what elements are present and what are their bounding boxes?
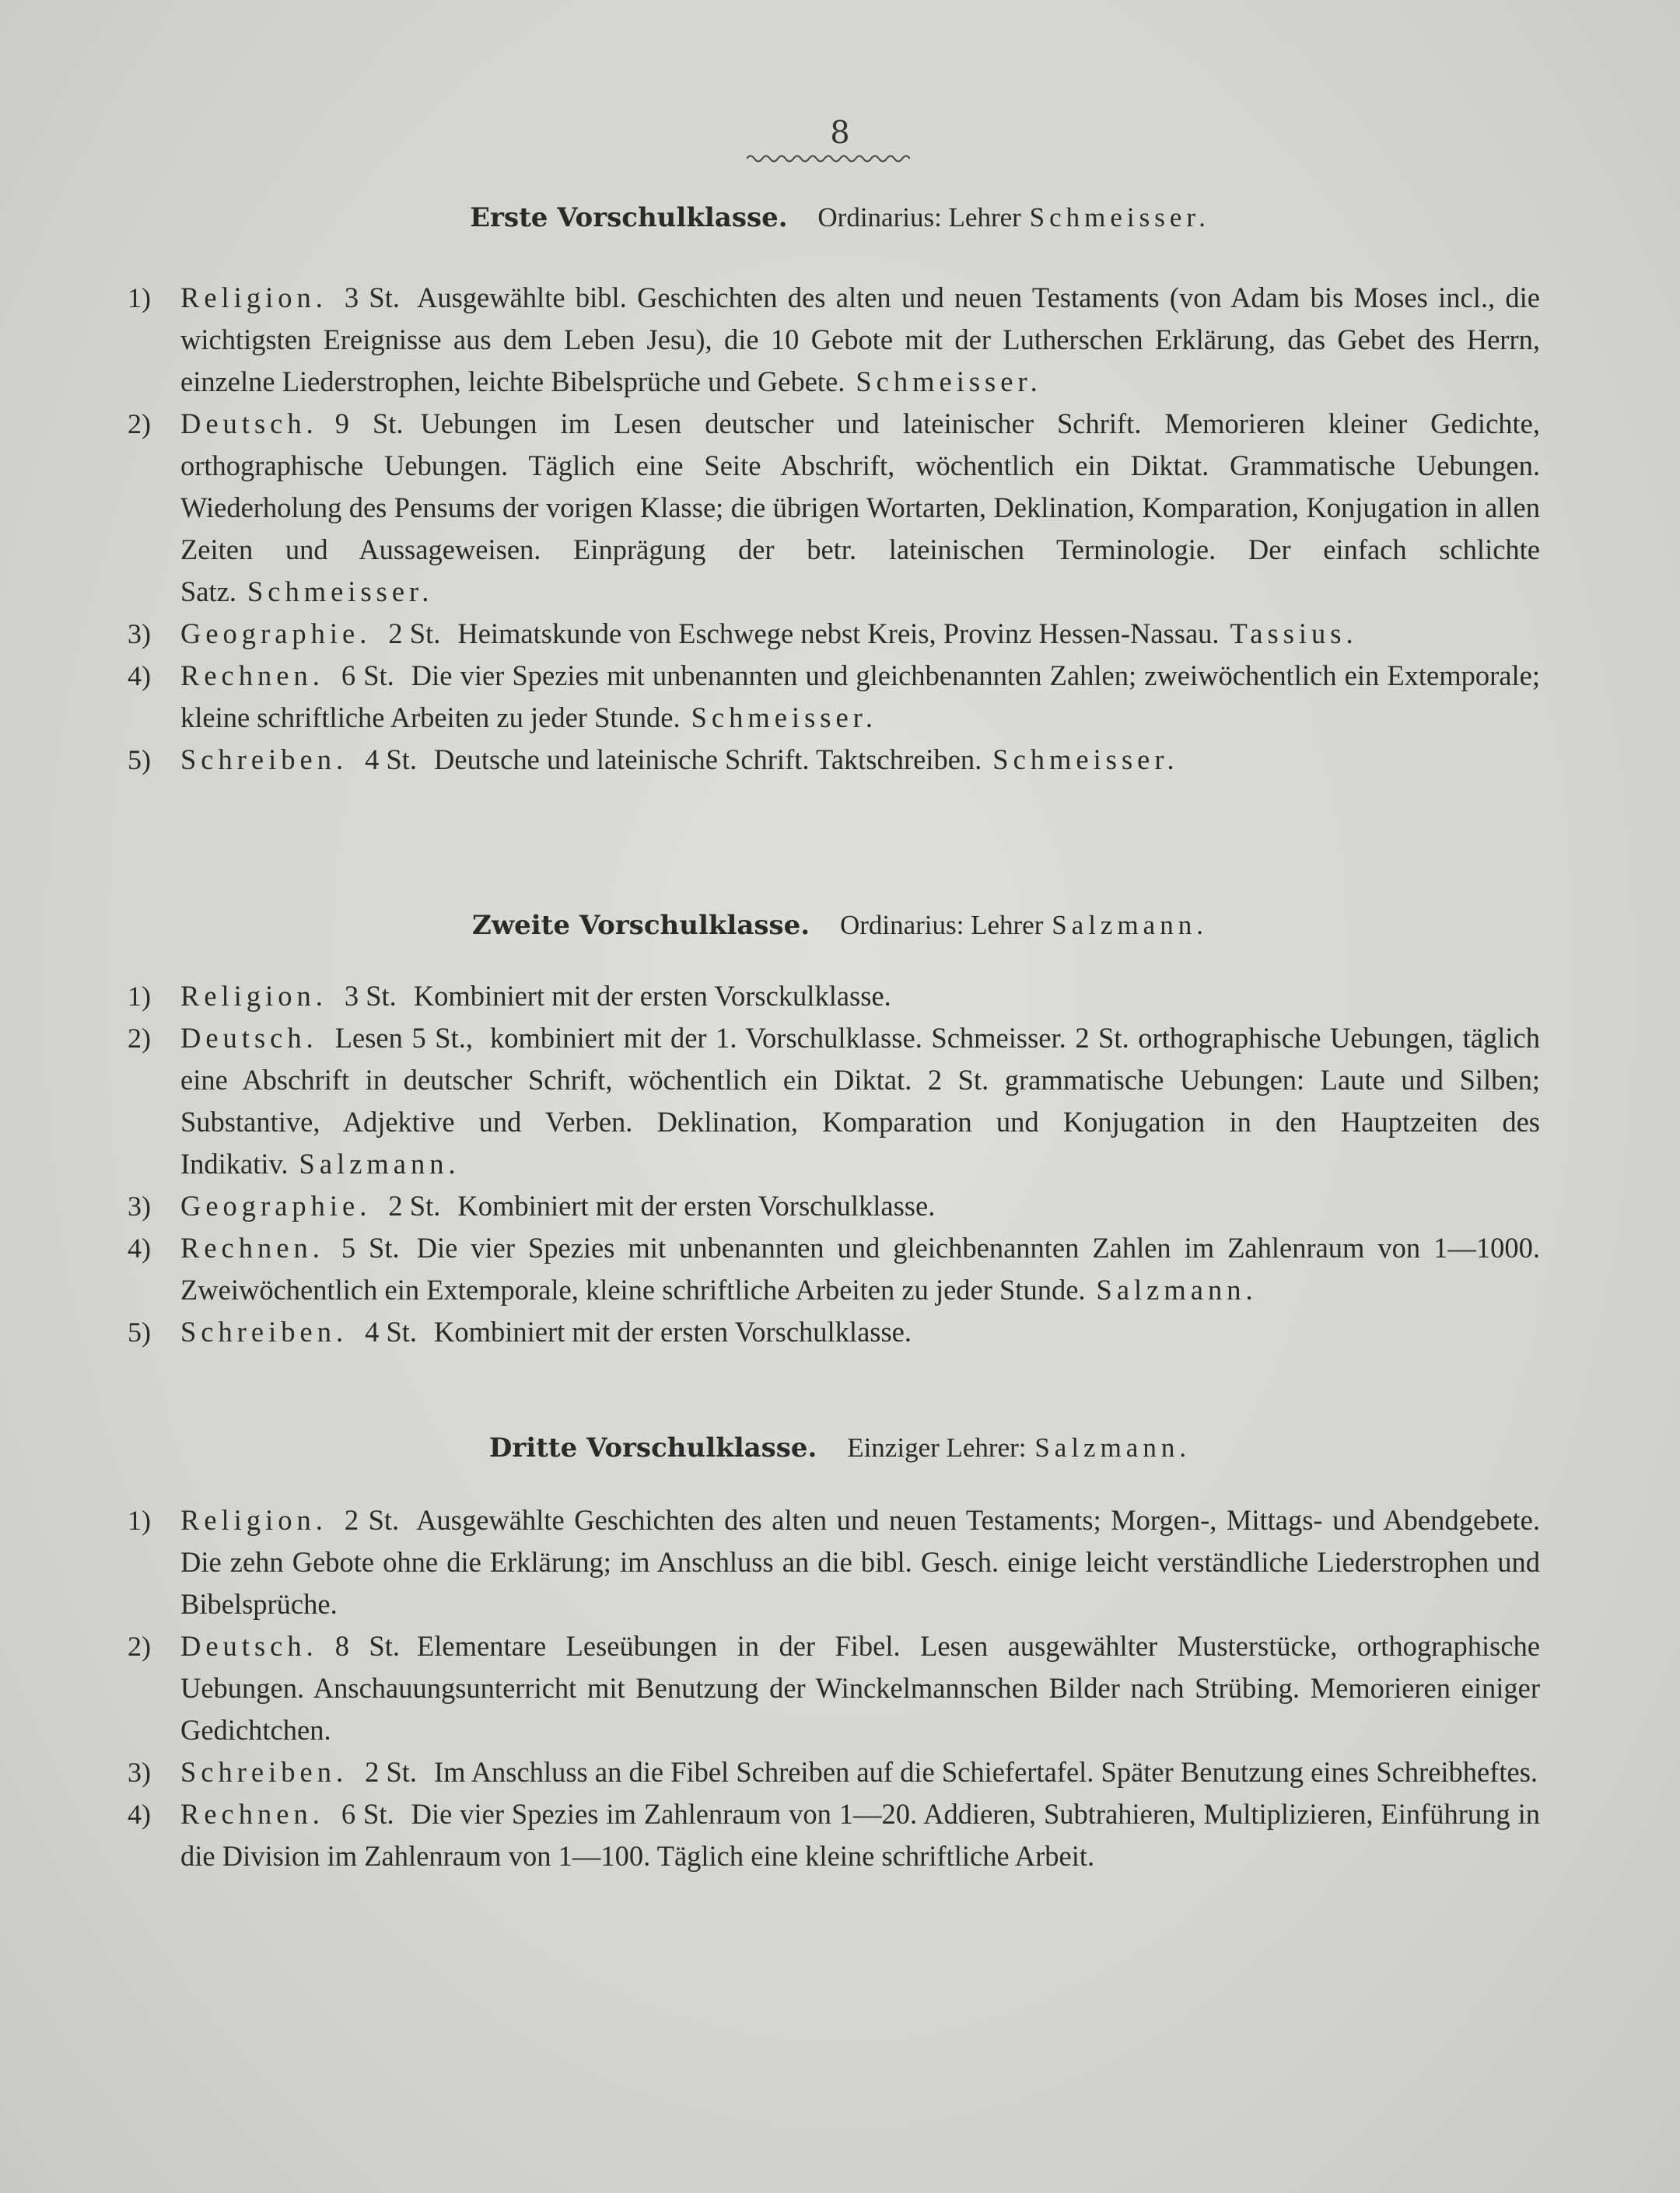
item-subject: Schreiben. [180,1316,348,1348]
item-hours: 2 St. [365,1756,418,1788]
item-hours: 3 St. [344,282,400,313]
item-number: 2) [128,1023,151,1054]
list-item [0,1311,1680,1353]
item-text: Kombiniert mit der ersten Vorschulklasse. [434,1316,912,1348]
item-hours: 4 St. [365,743,418,775]
list-item [0,1625,1680,1751]
section-subtitle: Einziger Lehrer: [847,1432,1027,1463]
item-number: 3) [128,1757,151,1788]
section-heading [0,201,1680,235]
item-number: 4) [128,1799,151,1830]
page-number: 8 [830,115,850,151]
list-item [0,1499,1680,1625]
item-number: 5) [128,1317,151,1348]
item-subject: Rechnen. [180,1798,324,1830]
item-teacher: Schmeisser. [691,701,877,733]
list-item [0,1793,1680,1877]
item-subject: Religion. [180,980,327,1012]
item-hours: 4 St. [365,1316,418,1348]
item-subject: Schreiben. [180,1756,348,1788]
list-item [0,277,1680,403]
item-text: Im Anschluss an die Fibel Schreiben auf die Schiefertafel. Später Benutzung eines Schreibheftes. [434,1756,1538,1788]
section-heading [0,1431,1680,1465]
item-number: 1) [128,981,151,1012]
item-subject: Deutsch. [180,407,318,439]
item-subject: Religion. [180,1504,327,1536]
item-text: Ausgewählte Geschichten des alten und neuen Testaments; Morgen-, Mittags- und Abendgebete. Die zehn Gebote ohne die Erklärung; im Anschluss an die bibl. Gesch. einige leicht verständliche Liederstrophen und Bibelsprüche. [180,1504,1540,1620]
list-item [0,1185,1680,1227]
item-number: 5) [128,744,151,775]
section-list [0,975,1680,1353]
item-text: Elementare Leseübungen in der Fibel. Lesen ausgewählter Musterstücke, orthographische Uebungen. Anschauungsunterricht mit Benutzung der Winckelmannschen Bilder nach Strübing. Memorieren einiger Gedichtchen. [180,1630,1540,1746]
item-text: Deutsche und lateinische Schrift. Taktschreiben. [434,743,982,775]
list-item [0,975,1680,1017]
list-item [0,739,1680,781]
section-teacher: Salzmann. [1034,1432,1192,1463]
item-hours: 3 St. [344,980,397,1012]
item-teacher: Schmeisser. [247,575,434,607]
item-text: Uebungen im Lesen deutscher und lateinischer Schrift. Memorieren kleiner Gedichte, orthographische Uebungen. Täglich eine Seite Abschrift, wöchentlich ein Diktat. Grammatische Uebungen. Wiederholung des Pensums der vorigen Klasse; die übrigen Wortarten, Deklination, Komparation, Konjugation in allen Zeiten und Aussageweisen. Einprägung der betr. lateinischen Terminologie. Der einfach schlichte Satz. [180,407,1540,607]
item-hours: 9 St. [334,407,404,439]
item-number: 2) [128,1631,151,1662]
section-title: Zweite Vorschulklasse. [472,910,810,941]
item-text: Die vier Spezies mit unbenannten und gleichbenannten Zahlen; zweiwöchentlich ein Extemporale; kleine schriftliche Arbeiten zu jeder Stunde. [180,659,1540,733]
item-teacher: Schmeisser. [992,743,1179,775]
wavy-rule-ornament [747,152,910,165]
item-text: Kombiniert mit der ersten Vorschulklasse. [457,1190,936,1222]
item-subject: Religion. [180,282,327,313]
item-hours: 5 St. [341,1232,400,1264]
list-item [0,1017,1680,1185]
section-heading [0,908,1680,943]
item-subject: Geographie. [180,617,372,649]
item-number: 1) [128,282,151,313]
item-hours: 6 St. [341,1798,394,1830]
item-hours: 2 St. [344,1504,400,1536]
item-subject: Deutsch. [180,1630,318,1662]
item-number: 4) [128,660,151,691]
section-list [0,1499,1680,1877]
item-hours: 2 St. [388,1190,441,1222]
item-teacher: Salzmann. [299,1148,460,1180]
item-subject: Geographie. [180,1190,372,1222]
list-item [0,613,1680,655]
item-text: Die vier Spezies im Zahlenraum von 1—20. Addieren, Subtrahieren, Multiplizieren, Einführung in die Division im Zahlenraum von 1—100. Täglich eine kleine schriftliche Arbeit. [180,1798,1540,1872]
item-hours: 2 St. [388,617,441,649]
item-text: Die vier Spezies mit unbenannten und gleichbenannten Zahlen im Zahlenraum von 1—1000. Zweiwöchentlich ein Extemporale, kleine schriftliche Arbeiten zu jeder Stunde. [180,1232,1540,1306]
item-subject: Deutsch. [180,1022,318,1054]
section-title: Erste Vorschulklasse. [470,202,788,233]
section-teacher: Schmeisser. [1029,202,1210,233]
item-number: 3) [128,618,151,649]
item-text: kombiniert mit der 1. Vorschulklasse. Schmeisser. 2 St. orthographische Uebungen, täglich eine Abschrift in deutscher Schrift, wöchentlich ein Diktat. 2 St. grammatische Uebungen: Laute und Silben; Substantive, Adjektive und Verben. Deklination, Komparation und Konjugation in den Hauptzeiten des Indikativ. [180,1022,1541,1180]
item-number: 2) [128,408,151,439]
section-list [0,277,1680,781]
item-text: Heimatskunde von Eschwege nebst Kreis, Provinz Hessen-Nassau. [457,617,1220,649]
item-text: Kombiniert mit der ersten Vorsckulklasse. [413,980,891,1012]
item-teacher: Salzmann. [1096,1274,1258,1306]
list-item [0,655,1680,739]
item-number: 1) [128,1505,151,1536]
item-number: 3) [128,1191,151,1222]
item-hours: Lesen 5 St., [334,1022,473,1054]
item-hours: 6 St. [341,659,394,691]
list-item [0,1227,1680,1311]
list-item [0,403,1680,613]
item-teacher: Tassius. [1230,617,1358,649]
item-text: Ausgewählte bibl. Geschichten des alten und neuen Testaments (von Adam bis Moses incl., die wichtigsten Ereignisse aus dem Leben Jesu), die 10 Gebote mit der Lutherschen Erklärung, das Gebet des Herrn, einzelne Liederstrophen, leichte Bibelsprüche und Gebete. [180,282,1540,397]
item-hours: 8 St. [334,1630,400,1662]
section-subtitle: Ordinarius: Lehrer [817,202,1021,233]
section-teacher: Salzmann. [1052,910,1208,940]
list-item [0,1751,1680,1793]
item-teacher: Schmeisser. [856,366,1042,397]
section-subtitle: Ordinarius: Lehrer [839,910,1044,940]
item-subject: Rechnen. [180,659,324,691]
item-subject: Rechnen. [180,1232,324,1264]
item-number: 4) [128,1233,151,1264]
item-subject: Schreiben. [180,743,348,775]
section-title: Dritte Vorschulklasse. [488,1432,817,1464]
